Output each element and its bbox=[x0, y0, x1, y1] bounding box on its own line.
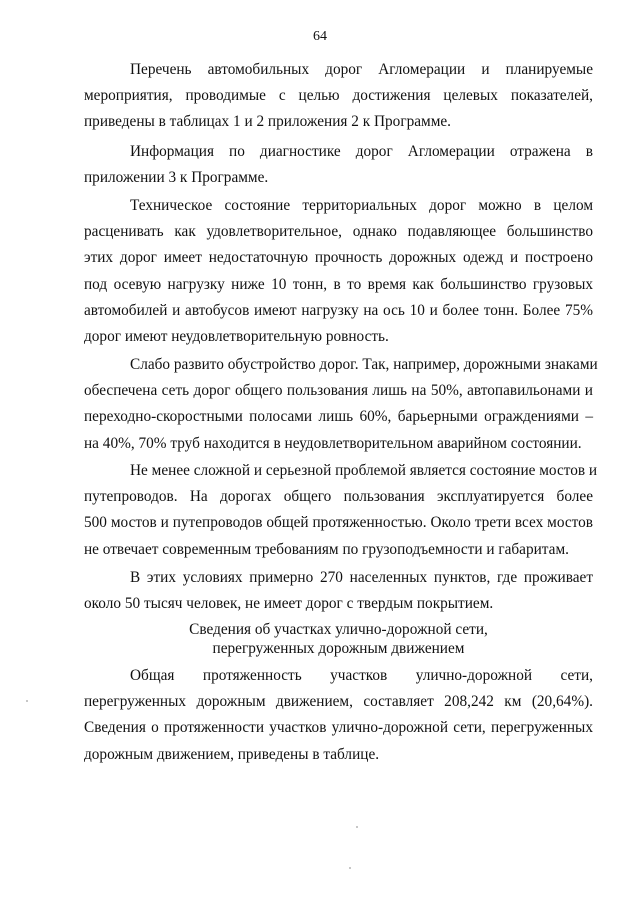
section-heading-line: Сведения об участках улично-дорожной сети, bbox=[189, 621, 488, 638]
paragraph-settlements bbox=[84, 565, 593, 617]
paragraph-line: этих дорог имеет недостаточную прочность дорожных одежд и построено bbox=[84, 249, 593, 267]
paragraph-overloaded-network bbox=[84, 663, 593, 768]
paragraph-line: Сведения о протяженности участков улично-дорожной сети, перегруженных bbox=[84, 719, 593, 737]
paragraph-road-equipment bbox=[84, 352, 598, 457]
paragraph-line: приложении 3 к Программе. bbox=[84, 169, 269, 187]
page-number: 64 bbox=[313, 29, 327, 44]
paragraph-line: не отвечает современным требованиям по грузоподъемности и габаритам. bbox=[84, 540, 569, 558]
paragraph-line: переходно-скоростными полосами лишь 60%, барьерными ограждениями – bbox=[84, 408, 593, 426]
scan-speck bbox=[26, 700, 28, 702]
paragraph-line: В этих условиях примерно 270 населенных пунктов, где проживает bbox=[130, 569, 593, 586]
paragraph-line: перегруженных дорожным движением, составляет 208,242 км (20,64%). bbox=[84, 693, 593, 711]
paragraph-line: около 50 тысяч человек, не имеет дорог с твердым покрытием. bbox=[84, 595, 494, 613]
paragraph-technical-state bbox=[84, 193, 593, 350]
scan-speck bbox=[356, 826, 358, 828]
paragraph-road-list bbox=[84, 57, 593, 136]
paragraph-line: под осевую нагрузку ниже 10 тонн, в то время как большинство грузовых bbox=[84, 275, 593, 293]
paragraph-line: мероприятия, проводимые с целью достижения целевых показателей, bbox=[84, 87, 593, 105]
paragraph-line: Перечень автомобильных дорог Агломерации и планируемые bbox=[130, 61, 593, 78]
paragraph-line: приведены в таблицах 1 и 2 приложения 2 к Программе. bbox=[84, 113, 452, 131]
paragraph-line: 500 мостов и путепроводов общей протяженностью. Около трети всех мостов bbox=[84, 514, 593, 532]
scan-speck bbox=[349, 867, 351, 869]
paragraph-line: на 40%, 70% труб находится в неудовлетворительном аварийном состоянии. bbox=[84, 434, 582, 452]
paragraph-line: Общая протяженность участков улично-дорожной сети, bbox=[130, 667, 593, 684]
paragraph-line: обеспечена сеть дорог общего пользования лишь на 50%, автопавильонами и bbox=[84, 382, 593, 400]
paragraph-line: Информация по диагностике дорог Агломерации отражена в bbox=[130, 143, 593, 160]
paragraph-line: дорог имеют неудовлетворительную ровность. bbox=[84, 327, 389, 345]
paragraph-bridges bbox=[84, 458, 598, 563]
paragraph-line: Слабо развито обустройство дорог. Так, например, дорожными знаками bbox=[130, 356, 598, 373]
paragraph-line: Не менее сложной и серьезной проблемой является состояние мостов и bbox=[130, 462, 598, 479]
paragraph-line: путепроводов. На дорогах общего пользования эксплуатируется более bbox=[84, 488, 593, 506]
paragraph-diagnostics bbox=[84, 139, 593, 191]
paragraph-line: дорожным движением, приведены в таблице. bbox=[84, 745, 380, 763]
section-heading-line: перегруженных дорожным движением bbox=[212, 640, 465, 657]
paragraph-line: автомобилей и автобусов имеют нагрузку на ось 10 и более тонн. Более 75% bbox=[84, 301, 593, 319]
paragraph-line: Техническое состояние территориальных дорог можно в целом bbox=[130, 197, 593, 214]
paragraph-line: расценивать как удовлетворительное, однако подавляющее большинство bbox=[84, 223, 593, 241]
section-heading bbox=[84, 620, 593, 658]
